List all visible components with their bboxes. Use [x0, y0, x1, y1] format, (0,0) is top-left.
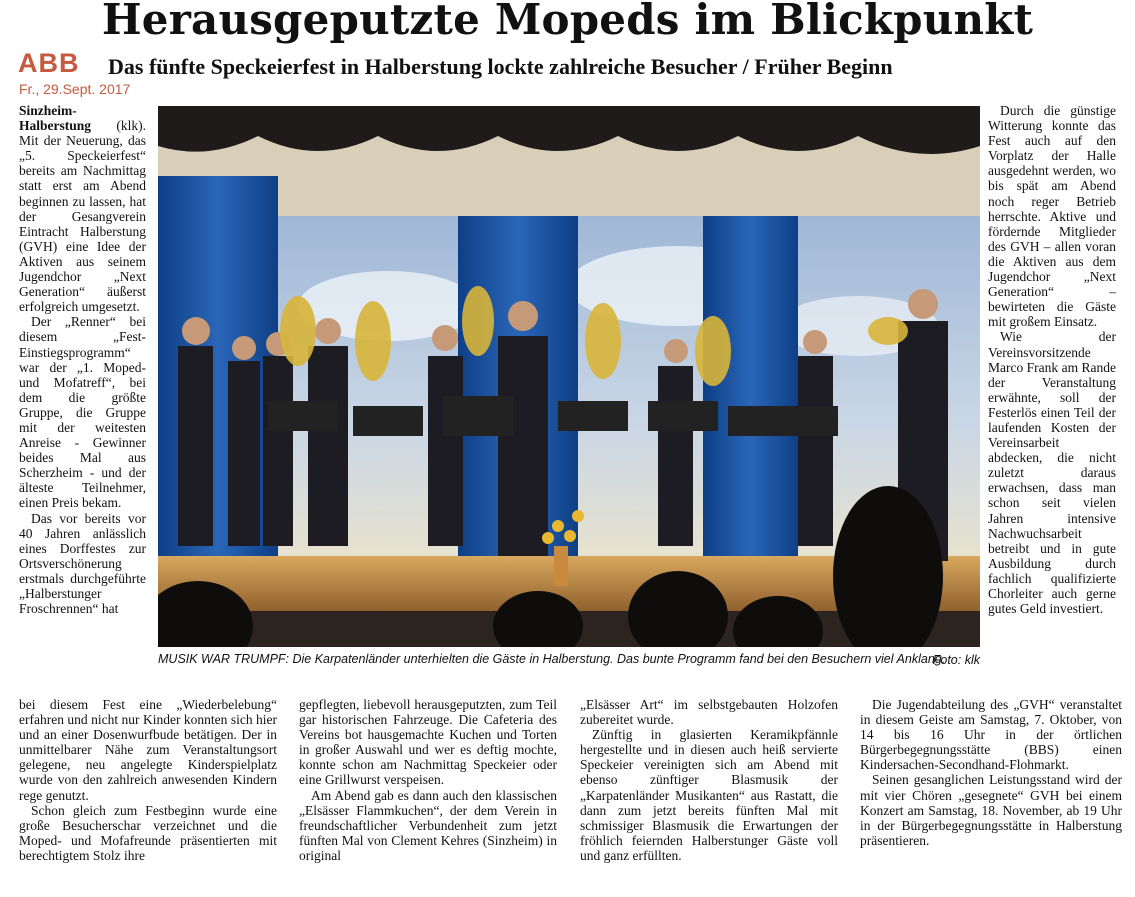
subheadline: Das fünfte Speckeierfest in Halberstung lockte zahlreiche Besucher / Früher Beginn	[108, 54, 893, 79]
paragraph	[19, 103, 146, 314]
article-column-4	[580, 697, 838, 863]
paragraph: „Elsässer Art“ im selbstgebauten Holzofen zubereitet wurde.	[580, 697, 838, 728]
publication-date: Fr., 29.Sept. 2017	[19, 81, 131, 97]
band-photo-image	[158, 106, 980, 647]
paragraph: Schon gleich zum Festbeginn wurde eine große Besucherschar verzeichnet und die Moped- und Mofafreunde präsentierten mit berechtigtem Stolz ihre	[19, 802, 277, 863]
paragraph: Die Jugendabteilung des „GVH“ veranstaltet in diesem Geiste am Samstag, 7. Oktober, von 14 bis 16 Uhr in der örtlichen Bürgerbegegnungsstätte (BBS) einen Kindersachen-Secondhand-Flohmarkt.	[860, 697, 1122, 773]
photo-credit: Foto: klk	[932, 653, 980, 667]
paragraph: Durch die günstige Witterung konnte das Fest auch auf den Vorplatz der Halle ausgedehnt werden, wo bis spät am Abend noch reger Betrieb herrschte. Aktive und fördernde Mitglieder des GVH – allen voran die Aktiven aus dem Jugendchor „Next Generation“ – bewirteten die Gäste mit großem Einsatz.	[988, 103, 1116, 330]
article-column-5	[860, 697, 1122, 848]
paragraph: Das vor bereits vor 40 Jahren anlässlich eines Dorffestes zur Ortsverschönerung erstmals durchgeführte „Halberstunger Froschrennen“ hat	[19, 510, 146, 617]
article-column-6	[988, 103, 1116, 616]
band-photo	[158, 106, 980, 647]
paragraph: Am Abend gab es dann auch den klassischen „Elsässer Flammkuchen“, der dem Verein in freundschaftlicher Verbundenheit zum jetzt fünften Mal von Clement Kehres (Sinzheim) in original	[299, 787, 557, 863]
photo-caption	[158, 652, 980, 667]
caption-text: MUSIK WAR TRUMPF: Die Karpatenländer unterhielten die Gäste in Halberstung. Das bunte Programm fand bei den Besuchern viel Anklang.	[158, 652, 946, 666]
article-column-2	[19, 697, 277, 863]
paragraph: Der „Renner“ bei diesem „Fest-Einstiegsprogramm“ war der „1. Moped- und Mofatreff“, bei dem die größte Gruppe, die Gruppe mit der weitesten Anreise - Gewinner beides Mal aus Scherzheim - und der älteste Teilnehmer, einen Preis bekam.	[19, 314, 146, 511]
paragraph: Seinen gesanglichen Leistungsstand wird der mit vier Chören „gesegnete“ GVH bei einem Konzert am Samstag, 18. November, ab 19 Uhr in der Bürgerbegegnungsstätte in Halberstung präsentieren.	[860, 772, 1122, 848]
paragraph: gepflegten, liebevoll herausgeputzten, zum Teil gar historischen Fahrzeuge. Die Cafeteria des Vereins bot hausgemachte Kuchen und Torten in großer Auswahl und wer es deftig mochte, konnte schon am Nachmittag Speckeier oder eine Grillwurst verspeisen.	[299, 697, 557, 788]
article-column-1	[19, 103, 146, 616]
paragraph: Zünftig in glasierten Keramikpfännle hergestellte und in diesen auch heiß servierte Speckeier vereinigten sich am Abend mit ebenso zünftiger Blasmusik der „Karpatenländer Musikanten“ aus Rastatt, die dann zum jetzt bereits fünften Mal mit schmissiger Blasmusik die Erwartungen der fröhlich feiernden Halberstunger Gäste voll und ganz erfüllten.	[580, 727, 838, 863]
paragraph-text: (klk). Mit der Neuerung, das „5. Speckeierfest“ bereits am Nachmittag statt erst am Abend beginnen zu lassen, hat der Gesangverein Eintracht Halberstung (GVH) eine Idee der Aktiven aus seinem Jugendchor „Next Generation“ äußerst erfolgreich umgesetzt.	[19, 118, 146, 315]
dateline: Sinzheim-Halberstung	[19, 103, 92, 134]
paragraph: Wie der Vereinsvorsitzende Marco Frank am Rande der Veranstaltung erwähnte, soll der Festerlös einen Teil der laufenden Kosten der Vereinsarbeit abdecken, die nicht zuletzt daraus erwachsen, dass man schon seit vielen Jahren intensive Nachwuchsarbeit betreibt und in gute Ausbildung durch fachlich qualifizierte Chorleiter auch gerne gutes Geld investiert.	[988, 329, 1116, 617]
headline: Herausgeputzte Mopeds im Blickpunkt	[101, 0, 1034, 44]
source-logo: ABB	[18, 48, 80, 78]
paragraph: bei diesem Fest eine „Wiederbelebung“ erfahren und nicht nur Kinder konnten sich hier und an einer Dosenwurfbude betätigen. Der in unmittelbarer Nähe zum Veranstaltungsort gelegene, neu angelegte Kinderspielplatz wurde von den zahlreich anwesenden Kindern rege genutzt.	[19, 697, 277, 803]
article-column-3	[299, 697, 557, 863]
